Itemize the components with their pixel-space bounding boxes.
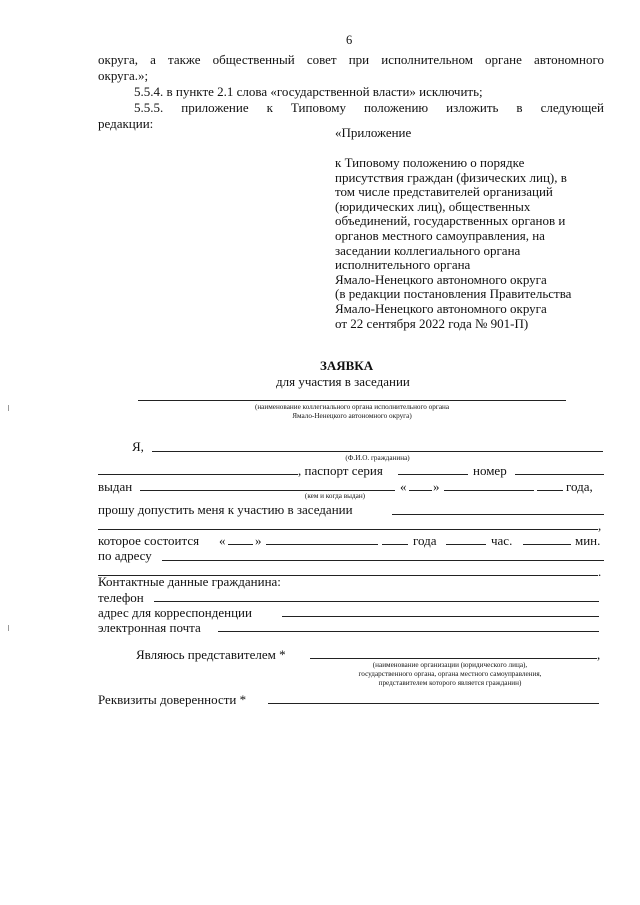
representative-line: [310, 658, 597, 659]
appendix-line: органов местного самоуправления, на: [335, 227, 545, 243]
passport-number-line: [515, 474, 604, 475]
post-address-line: [282, 616, 599, 617]
appendix-body: [335, 155, 571, 330]
scan-mark: [8, 405, 9, 411]
appendix-title: «Приложение: [335, 125, 412, 140]
held-month-line: [266, 544, 378, 545]
hint-fio: (Ф.И.О. гражданина): [345, 454, 410, 462]
label-contacts: Контактные данные гражданина:: [98, 574, 281, 589]
held-day-line: [228, 544, 253, 545]
item-5-5-5: 5.5.5. приложение к Типовому положению изложить в следующей: [134, 100, 604, 115]
label-address: по адресу: [98, 548, 152, 563]
phone-line: [154, 601, 599, 602]
appendix-line: (в редакции постановления Правительства: [335, 286, 572, 302]
label-ya: Я,: [132, 439, 144, 454]
issued-by-line: [140, 490, 395, 491]
quote-open-2: «: [219, 533, 226, 548]
label-phone: телефон: [98, 590, 144, 605]
attorney-line: [268, 703, 599, 704]
held-hour-line: [446, 544, 486, 545]
passport-prefix-line: [98, 474, 298, 475]
issued-month-line: [444, 490, 534, 491]
label-passport-series: , паспорт серия: [298, 463, 383, 478]
page-number: 6: [346, 33, 353, 47]
appendix-line: объединений, государственных органов и: [335, 213, 566, 229]
label-min: мин.: [575, 533, 601, 548]
meeting-line-2: [98, 529, 598, 530]
meeting-line-1: [392, 514, 604, 515]
label-goda: года: [413, 533, 437, 548]
appendix-line: Ямало-Ненецкого автономного округа: [335, 271, 547, 287]
quote-close: »: [433, 479, 440, 494]
form-subtitle: для участия в заседании: [276, 374, 410, 389]
period: .: [598, 564, 602, 579]
label-request: прошу допустить меня к участию в заседании: [98, 502, 353, 517]
issued-year-line: [537, 490, 563, 491]
held-year-line: [382, 544, 408, 545]
item-5-5-4: 5.5.4. в пункте 2.1 слова «государственной власти» исключить;: [134, 84, 483, 99]
appendix-line: (юридических лиц), общественных: [335, 198, 531, 214]
label-chas: час.: [491, 533, 513, 548]
appendix-line: присутствия граждан (физических лиц), в: [335, 169, 567, 185]
label-nomer: номер: [473, 463, 507, 478]
form-title: ЗАЯВКА: [320, 358, 374, 373]
scan-mark: [8, 625, 9, 631]
label-vydan: выдан: [98, 479, 133, 494]
label-held: которое состоится: [98, 533, 200, 548]
email-line: [218, 631, 599, 632]
passport-series-line: [398, 474, 468, 475]
issued-day-line: [409, 490, 432, 491]
label-representative: Являюсь представителем *: [136, 647, 286, 662]
appendix-line: том числе представителей организаций: [335, 184, 553, 200]
hint-rep-1: (наименование организации (юридического лица),: [372, 661, 528, 669]
fio-line: [152, 451, 603, 452]
quote-open: «: [400, 479, 407, 494]
label-attorney: Реквизиты доверенности *: [98, 692, 247, 707]
hint-organ-2: Ямало-Ненецкого автономного округа): [292, 412, 412, 420]
appendix-line: от 22 сентября 2022 года № 901-П): [335, 315, 529, 331]
appendix-line: заседании коллегиального органа: [335, 242, 521, 258]
hint-rep-2: государственного органа, органа местного самоуправления,: [358, 670, 542, 678]
appendix-line: Ямало-Ненецкого автономного округа: [335, 300, 547, 316]
hint-issued: (кем и когда выдан): [304, 492, 366, 500]
item-5-5-5-cont: редакции:: [98, 116, 154, 131]
body-line-2: округа.»;: [98, 68, 149, 83]
hint-rep-3: представителем которого является гражданин): [378, 679, 522, 687]
appendix-line: исполнительного органа: [335, 257, 471, 273]
hint-organ-1: (наименование коллегиального органа исполнительного органа: [254, 403, 450, 411]
held-minute-line: [523, 544, 571, 545]
label-post-address: адрес для корреспонденции: [98, 605, 252, 620]
label-email: электронная почта: [98, 620, 201, 635]
organ-name-line: [138, 400, 566, 401]
comma-2: ,: [597, 647, 601, 662]
address-line-1: [162, 560, 604, 561]
appendix-line: к Типовому положению о порядке: [335, 155, 525, 170]
body-line-1: округа, а также общественный совет при исполнительном органе автономного: [98, 52, 604, 67]
label-goda-comma: года,: [566, 479, 593, 494]
quote-close-2: »: [255, 533, 262, 548]
comma: ,: [598, 518, 602, 533]
